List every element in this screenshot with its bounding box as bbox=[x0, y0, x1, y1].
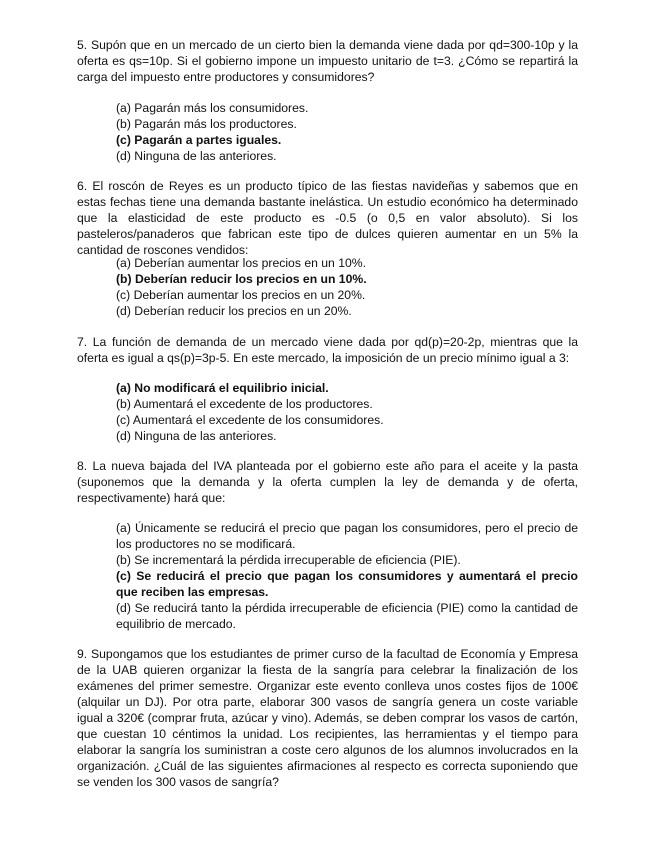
question-8-option-a: (a) Únicamente se reducirá el precio que pagan los consumidores, pero el precio de los productores no se modificará. bbox=[116, 521, 578, 551]
question-7-option-a: (a) No modificará el equilibrio inicial. bbox=[116, 381, 329, 395]
question-7-options bbox=[116, 380, 578, 444]
question-6-text: 6. El roscón de Reyes es un producto típico de las fiestas navideñas y sabemos que en estas fechas tiene una demanda bastante inelástica. Un estudio económico ha determinado que la elasticidad de este producto es -0.5 (o 0,5 en valor absoluto). Si los pasteleros/panaderos que fabrican este tipo de dulces quieren aumentar en un 5% la cantidad de roscones vendidos: bbox=[77, 179, 578, 257]
question-6-options bbox=[116, 255, 578, 319]
question-5-option-a: (a) Pagarán más los consumidores. bbox=[116, 101, 309, 115]
question-6-option-b: (b) Deberían reducir los precios en un 10%. bbox=[116, 272, 367, 286]
question-8-options bbox=[116, 520, 578, 632]
question-5-option-b: (b) Pagarán más los productores. bbox=[116, 117, 297, 131]
question-8-option-c: (c) Se reducirá el precio que pagan los consumidores y aumentará el precio que reciben las empresas. bbox=[116, 569, 578, 599]
question-6-option-a: (a) Deberían aumentar los precios en un 10%. bbox=[116, 256, 366, 270]
question-5-options bbox=[116, 100, 578, 164]
question-6-option-d: (d) Deberían reducir los precios en un 20%. bbox=[116, 304, 352, 318]
question-5-option-d: (d) Ninguna de las anteriores. bbox=[116, 149, 277, 163]
question-6-option-c: (c) Deberían aumentar los precios en un 20%. bbox=[116, 288, 366, 302]
question-9-text: 9. Supongamos que los estudiantes de primer curso de la facultad de Economía y Empresa de la UAB quieren organizar la fiesta de la sangría para celebrar la finalización de los exámenes del primer semestre. Organizar este evento conlleva unos costes fijos de 100€ (alquilar un DJ). Por otra parte, elaborar 300 vasos de sangría genera un coste variable igual a 320€ (comprar fruta, azúcar y vino). Además, se deben comprar los vasos de cartón, que cuestan 10 céntimos la unidad. Los recipientes, las herramientas y el tiempo para elaborar la sangría los suministran a coste cero algunos de los alumnos involucrados en la organización. ¿Cuál de las siguientes afirmaciones al respecto es correcta suponiendo que se venden los 300 vasos de sangría? bbox=[77, 647, 578, 789]
question-8-option-d: (d) Se reducirá tanto la pérdida irrecuperable de eficiencia (PIE) como la cantidad de equilibrio de mercado. bbox=[116, 601, 578, 631]
question-7-option-b: (b) Aumentará el excedente de los productores. bbox=[116, 397, 373, 411]
question-5-option-c: (c) Pagarán a partes iguales. bbox=[116, 133, 282, 147]
question-8-text: 8. La nueva bajada del IVA planteada por el gobierno este año para el aceite y la pasta (suponemos que la demanda y la oferta cumplen la ley de demanda y de oferta, respectivamente) hará que: bbox=[77, 459, 578, 505]
question-7-option-d: (d) Ninguna de las anteriores. bbox=[116, 429, 277, 443]
question-8-option-b: (b) Se incrementará la pérdida irrecuperable de eficiencia (PIE). bbox=[116, 553, 461, 567]
question-7-text: 7. La función de demanda de un mercado viene dada por qd(p)=20-2p, mientras que la oferta es igual a qs(p)=3p-5. En este mercado, la imposición de un precio mínimo igual a 3: bbox=[77, 335, 578, 365]
question-5-text: 5. Supón que en un mercado de un cierto bien la demanda viene dada por qd=300-10p y la oferta es qs=10p. Si el gobierno impone un impuesto unitario de t=3. ¿Cómo se repartirá la carga del impuesto entre productores y consumidores? bbox=[77, 38, 578, 84]
question-7-option-c: (c) Aumentará el excedente de los consumidores. bbox=[116, 413, 384, 427]
